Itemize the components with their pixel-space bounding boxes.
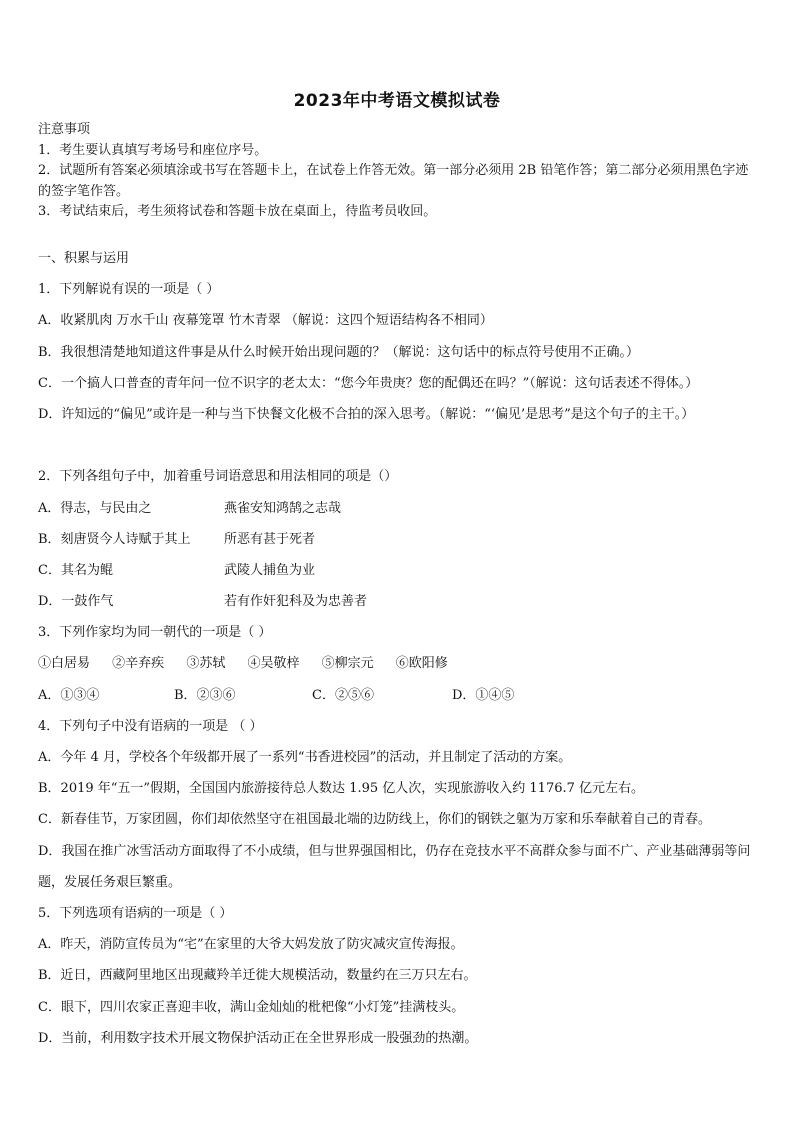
notes-item-1: 1．考生要认真填写考场号和座位序号。 xyxy=(38,142,268,158)
q3-option-a: A．①③④ xyxy=(38,687,100,703)
q1-option-b: B．我很想清楚地知道这件事是从什么时候开始出现问题的？（解说：这句话中的标点符号使用不正确。） xyxy=(38,344,640,360)
q3-authors xyxy=(38,648,760,679)
q3-option-d: D．①④⑤ xyxy=(452,687,515,703)
q3-author-1: ①白居易 xyxy=(38,656,91,672)
q2-option-a-right: 燕雀安知鸿鹄之志哉 xyxy=(224,500,342,516)
notes-item-2: 2．试题所有答案必须填涂或书写在答题卡上，在试卷上作答无效。第一部分必须用 2B 铅笔作答；第二部分必须用黑色字迹的签字笔作答。 xyxy=(38,163,749,199)
q3-author-3: ③苏轼 xyxy=(186,656,226,672)
q2-stem: 2．下列各组句子中，加着重号词语意思和用法相同的项是（） xyxy=(38,469,398,485)
q5-stem: 5．下列选项有语病的一项是（ ） xyxy=(38,905,233,921)
q2-option-c xyxy=(38,555,760,586)
q4-option-b: B．2019 年“五一”假期，全国国内旅游接待总人数达 1.95 亿人次，实现旅游收入约 1176.7 亿元左右。 xyxy=(38,781,645,797)
q2-option-d xyxy=(38,586,760,617)
q2-option-d-left: D．一鼓作气 xyxy=(38,594,114,610)
q2-option-d-right: 若有作奸犯科及为忠善者 xyxy=(224,594,368,610)
q1-option-d: D．许知远的“偏见”或许是一种与当下快餐文化极不合拍的深入思考。（解说：“‘偏见’是思考”是这个句子的主干。） xyxy=(38,406,695,422)
q5-option-c: C．眼下，四川农家正喜迎丰收，满山金灿灿的枇杷像“小灯笼”挂满枝头。 xyxy=(38,999,465,1015)
q1-stem: 1．下列解说有误的一项是（ ） xyxy=(38,282,220,298)
q5-option-b: B．近日，西藏阿里地区出现藏羚羊迁徙大规模活动，数量约在三万只左右。 xyxy=(38,968,477,984)
q2-option-b xyxy=(38,524,760,555)
q5-option-a: A．昨天，消防宣传员为“宅”在家里的大爷大妈发放了防灾减灾宣传海报。 xyxy=(38,937,464,953)
q4-option-d: D．我国在推广冰雪活动方面取得了不小成绩，但与世界强国相比，仍存在竞技水平不高群众参与面不广、产业基础薄弱等问题，发展任务艰巨繁重。 xyxy=(38,843,751,890)
q4-option-a: A．今年 4 月，学校各个年级都开展了一系列“书香进校园”的活动，并且制定了活动的方案。 xyxy=(38,750,572,766)
q3-author-4: ④吴敬梓 xyxy=(247,656,300,672)
section-heading: 一、积累与运用 xyxy=(38,251,130,266)
q3-option-c: C．②⑤⑥ xyxy=(312,687,374,703)
page-title: 2023年中考语文模拟试卷 xyxy=(293,91,501,111)
q2-option-a xyxy=(38,493,760,524)
q2-option-c-right: 武陵人捕鱼为业 xyxy=(224,562,316,578)
q2-option-a-left: A．得志，与民由之 xyxy=(38,500,152,516)
q1-option-a: A．收紧肌肉 万水千山 夜幕笼罩 竹木青翠 （解说：这四个短语结构各不相同） xyxy=(38,313,493,329)
q3-author-6: ⑥欧阳修 xyxy=(395,656,448,672)
q2-option-b-left: B．刻唐贤今人诗赋于其上 xyxy=(38,531,191,547)
q3-stem: 3．下列作家均为同一朝代的一项是（ ） xyxy=(38,625,272,641)
q3-author-5: ⑤柳宗元 xyxy=(321,656,374,672)
notes-heading: 注意事项 xyxy=(38,122,91,137)
notes-block xyxy=(38,120,760,223)
q3-options xyxy=(38,680,760,711)
q5-option-d: D．当前，利用数字技术开展文物保护活动正在全世界形成一股强劲的热潮。 xyxy=(38,1030,478,1046)
exam-body xyxy=(38,243,760,1054)
notes-item-3: 3．考试结束后，考生须将试卷和答题卡放在桌面上，待监考员收回。 xyxy=(38,204,437,219)
q1-option-c: C．一个搞人口普查的青年问一位不识字的老太太：“您今年贵庚？您的配偶还在吗？”（解说：这句话表述不得体。） xyxy=(38,375,699,391)
q2-option-b-right: 所恶有甚于死者 xyxy=(224,531,316,547)
q2-option-c-left: C．其名为鲲 xyxy=(38,562,113,578)
q4-stem: 4．下列句子中没有语病的一项是 （ ） xyxy=(38,718,263,734)
q3-author-2: ②辛弃疾 xyxy=(112,656,165,672)
q3-option-b: B．②③⑥ xyxy=(174,687,236,703)
q4-option-c: C．新春佳节，万家团圆，你们却依然坚守在祖国最北端的边防线上，你们的钢铁之躯为万家和乐奉献着自己的青春。 xyxy=(38,812,711,828)
